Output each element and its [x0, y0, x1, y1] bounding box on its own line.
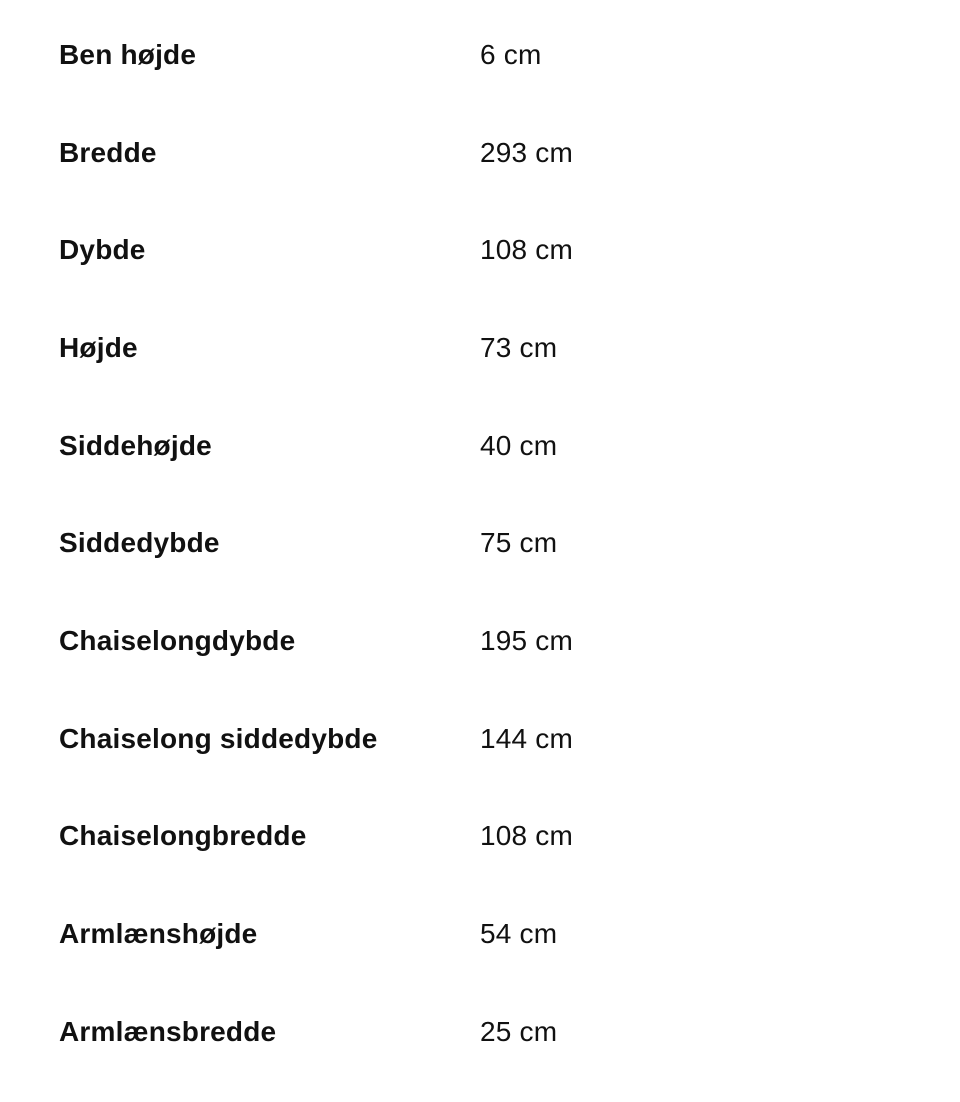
spec-label: Siddedybde [59, 527, 220, 559]
spec-row-depth [0, 201, 960, 299]
spec-value: 293 cm [480, 136, 574, 168]
spec-label: Dybde [59, 234, 146, 266]
spec-value: 40 cm [480, 429, 558, 461]
spec-label: Bredde [59, 136, 157, 168]
spec-label: Armlænshøjde [59, 918, 258, 950]
spec-value: 25 cm [480, 1015, 558, 1047]
spec-row-armrest-height [0, 885, 960, 983]
spec-value: 108 cm [480, 234, 574, 266]
spec-value: 195 cm [480, 624, 574, 656]
spec-row-chaise-width [0, 788, 960, 886]
spec-row-chaise-seat-depth [0, 690, 960, 788]
spec-value: 75 cm [480, 527, 558, 559]
spec-label: Armlænsbredde [59, 1015, 277, 1047]
spec-row-seat-depth [0, 494, 960, 592]
spec-label: Siddehøjde [59, 429, 212, 461]
spec-label: Chaiselongdybde [59, 624, 296, 656]
spec-value: 73 cm [480, 331, 558, 363]
spec-row-chaise-depth [0, 592, 960, 690]
spec-label: Chaiselongbredde [59, 820, 307, 852]
spec-row-height [0, 299, 960, 397]
spec-row-leg-height [0, 6, 960, 104]
spec-row-seat-height [0, 397, 960, 495]
spec-value: 54 cm [480, 918, 558, 950]
spec-value: 108 cm [480, 820, 574, 852]
spec-row-armrest-width [0, 983, 960, 1081]
spec-label: Højde [59, 331, 138, 363]
spec-label: Chaiselong siddedybde [59, 722, 378, 754]
spec-label: Ben højde [59, 38, 197, 70]
spec-value: 144 cm [480, 722, 574, 754]
spec-row-width [0, 104, 960, 202]
spec-value: 6 cm [480, 38, 542, 70]
